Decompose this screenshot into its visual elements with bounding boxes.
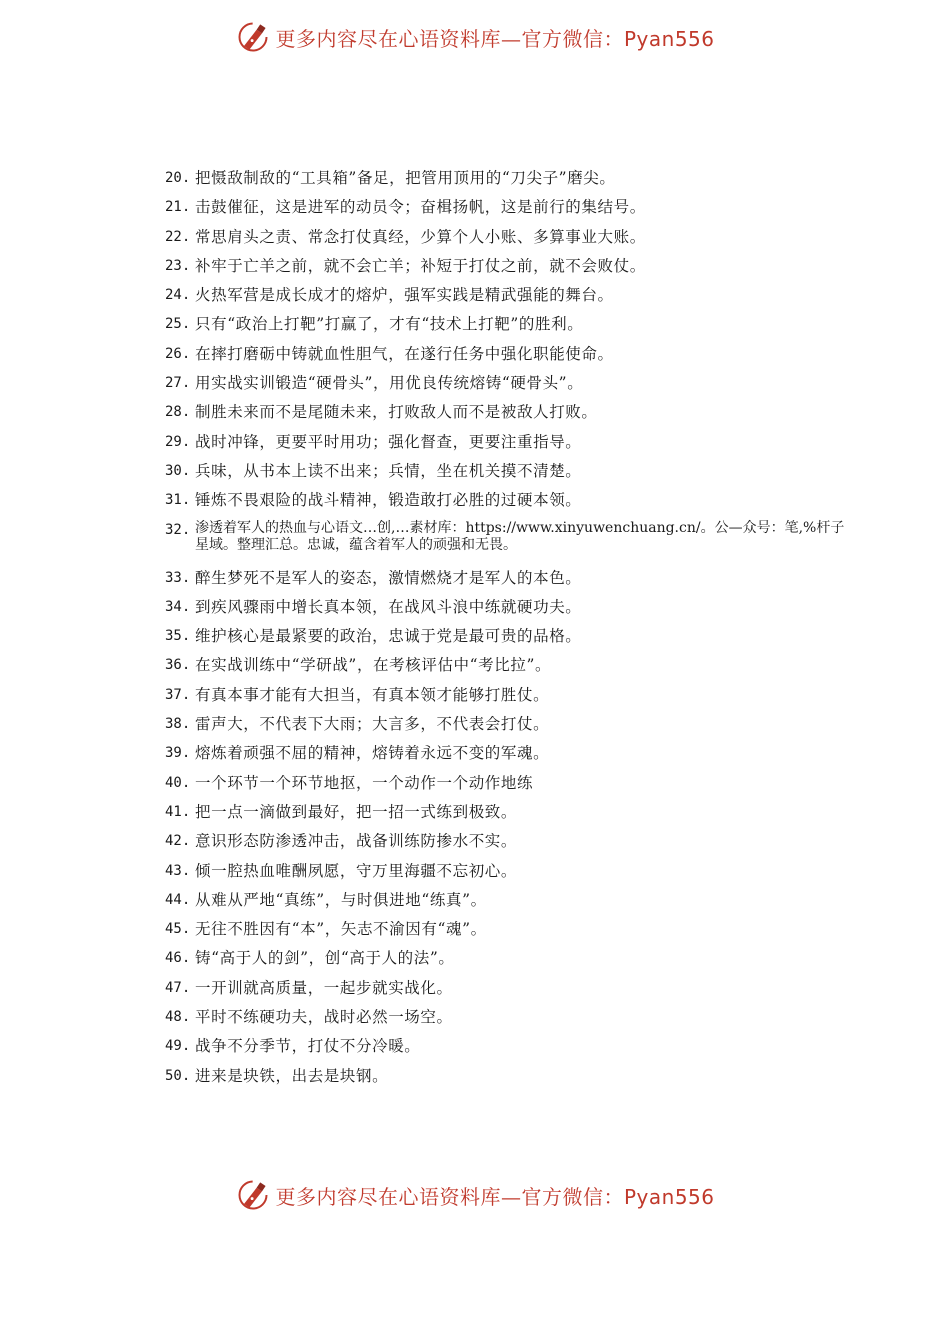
item-number: 49. (165, 1038, 191, 1055)
list-item (165, 344, 855, 373)
list-item (165, 168, 855, 197)
item-number: 29. (165, 433, 191, 450)
list-item (165, 978, 855, 1007)
pen-nib-logo-icon (235, 1177, 271, 1213)
list-item (165, 432, 855, 461)
list-item (165, 626, 855, 655)
item-number: 34. (165, 598, 191, 615)
list-item (165, 490, 855, 519)
item-text: 进来是块铁，出去是块钢。 (195, 1066, 389, 1085)
item-text: 兵味，从书本上读不出来；兵情，坐在机关摸不清楚。 (195, 461, 582, 480)
item-text: 平时不练硬功夫，战时必然一场空。 (195, 1008, 453, 1027)
item-text: 火热军营是成长成才的熔炉，强军实践是精武强能的舞台。 (195, 286, 614, 305)
item-text: 渗透着军人的热血与心语文…创,…素材库：https://www.xinyuwenchuang.cn/。公—众号：笔,%杆子星域。整理汇总。忠诚，蕴含着军人的顽强和无畏。 (195, 519, 845, 553)
item-number: 32. (165, 521, 191, 538)
item-text: 战时冲锋，更要平时用功；强化督查，更要注重指导。 (195, 432, 582, 451)
item-text: 熔炼着顽强不屈的精神，熔铸着永远不变的军魂。 (195, 744, 550, 763)
document-body (165, 168, 855, 1095)
header-wechat-id: Pyan556 (623, 26, 715, 51)
item-number: 46. (165, 950, 191, 967)
item-text: 一开训就高质量，一起步就实战化。 (195, 978, 453, 997)
item-text: 倾一腔热血唯酬夙愿，守万里海疆不忘初心。 (195, 861, 518, 880)
item-number: 24. (165, 287, 191, 304)
list-item (165, 919, 855, 948)
item-text: 意识形态防渗透冲击，战备训练防掺水不实。 (195, 832, 518, 851)
header-banner (0, 14, 950, 60)
list-item (165, 1036, 855, 1065)
item-text: 补牢于亡羊之前，就不会亡羊；补短于打仗之前，就不会败仗。 (195, 256, 646, 275)
item-number: 28. (165, 404, 191, 421)
item-number: 25. (165, 316, 191, 333)
list-item (165, 685, 855, 714)
item-text: 把一点一滴做到最好，把一招一式练到极致。 (195, 802, 518, 821)
list-item (165, 314, 855, 343)
list-item (165, 743, 855, 772)
item-text: 常思肩头之责、常念打仗真经，少算个人小账、多算事业大账。 (195, 227, 646, 246)
footer-banner (0, 1172, 950, 1218)
item-number: 33. (165, 569, 191, 586)
footer-official: 官方微信： (521, 1184, 624, 1209)
item-text: 雷声大，不代表下大雨；大言多，不代表会打仗。 (195, 715, 550, 734)
item-number: 36. (165, 657, 191, 674)
item-text: 只有“政治上打靶”打赢了，才有“技术上打靶”的胜利。 (195, 315, 584, 334)
item-number: 22. (165, 228, 191, 245)
item-number: 20. (165, 170, 191, 186)
item-number: 40. (165, 774, 191, 791)
item-text: 醉生梦死不是军人的姿态，激情燃烧才是军人的本色。 (195, 568, 582, 587)
list-item (165, 256, 855, 285)
item-text: 把慑敌制敌的“工具箱”备足，把管用顶用的“刀尖子”磨尖。 (195, 169, 616, 187)
item-text: 制胜未来而不是尾随未来，打败敌人而不是被敌人打败。 (195, 403, 598, 422)
list-item (165, 285, 855, 314)
item-text: 到疾风骤雨中增长真本领，在战风斗浪中练就硬功夫。 (195, 597, 582, 616)
item-number: 35. (165, 628, 191, 645)
item-number: 50. (165, 1067, 191, 1084)
item-number: 21. (165, 199, 191, 216)
item-text: 有真本事才能有大担当，有真本领才能够打胜仗。 (195, 685, 550, 704)
list-item (165, 373, 855, 402)
list-item (165, 1066, 855, 1095)
item-number: 47. (165, 979, 191, 996)
list-item (165, 802, 855, 831)
item-text: 铸“高于人的剑”，创“高于人的法”。 (195, 949, 455, 968)
list-item (165, 714, 855, 743)
list-item (165, 227, 855, 256)
item-number: 45. (165, 921, 191, 938)
item-number: 44. (165, 891, 191, 908)
list-item (165, 461, 855, 490)
item-text: 维护核心是最紧要的政治，忠诚于党是最可贵的品格。 (195, 627, 582, 646)
item-number: 41. (165, 803, 191, 820)
footer-prefix: 更多内容尽在心语资料库— (275, 1184, 522, 1209)
item-number: 37. (165, 686, 191, 703)
item-text: 在摔打磨砺中铸就血性胆气，在遂行任务中强化职能使命。 (195, 344, 614, 363)
item-number: 30. (165, 462, 191, 479)
item-text: 无往不胜因有“本”，矢志不渝因有“魂”。 (195, 920, 487, 939)
list-item (165, 655, 855, 684)
item-text: 一个环节一个环节地抠，一个动作一个动作地练 (195, 773, 534, 792)
list-item (165, 597, 855, 626)
item-number: 27. (165, 375, 191, 392)
item-number: 38. (165, 716, 191, 733)
item-text: 锤炼不畏艰险的战斗精神，锻造敢打必胜的过硬本领。 (195, 491, 582, 510)
list-item (165, 568, 855, 597)
list-item (165, 773, 855, 802)
item-text: 在实战训练中“学研战”，在考核评估中“考比拉”。 (195, 656, 552, 675)
item-text: 用实战实训锻造“硬骨头”，用优良传统熔铸“硬骨头”。 (195, 374, 584, 393)
item-number: 42. (165, 833, 191, 850)
item-number: 39. (165, 745, 191, 762)
item-number: 23. (165, 257, 191, 274)
list-item (165, 890, 855, 919)
list-item (165, 402, 855, 431)
item-number: 26. (165, 345, 191, 362)
item-number: 31. (165, 492, 191, 509)
header-prefix: 更多内容尽在心语资料库— (275, 26, 522, 51)
list-item (165, 520, 855, 568)
pen-nib-logo-icon (235, 19, 271, 55)
header-text (275, 23, 714, 52)
list-item (165, 861, 855, 890)
footer-wechat-id: Pyan556 (623, 1184, 715, 1209)
list-item (165, 831, 855, 860)
item-text: 击鼓催征，这是进军的动员令；奋楫扬帆，这是前行的集结号。 (195, 198, 646, 217)
footer-text (275, 1181, 714, 1210)
list-item (165, 948, 855, 977)
item-text: 从难从严地“真练”，与时俱进地“练真”。 (195, 890, 487, 909)
item-number: 43. (165, 862, 191, 879)
item-number: 48. (165, 1009, 191, 1026)
item-text: 战争不分季节，打仗不分冷暖。 (195, 1037, 421, 1056)
list-item (165, 197, 855, 226)
list-item (165, 1007, 855, 1036)
header-official: 官方微信： (521, 26, 624, 51)
